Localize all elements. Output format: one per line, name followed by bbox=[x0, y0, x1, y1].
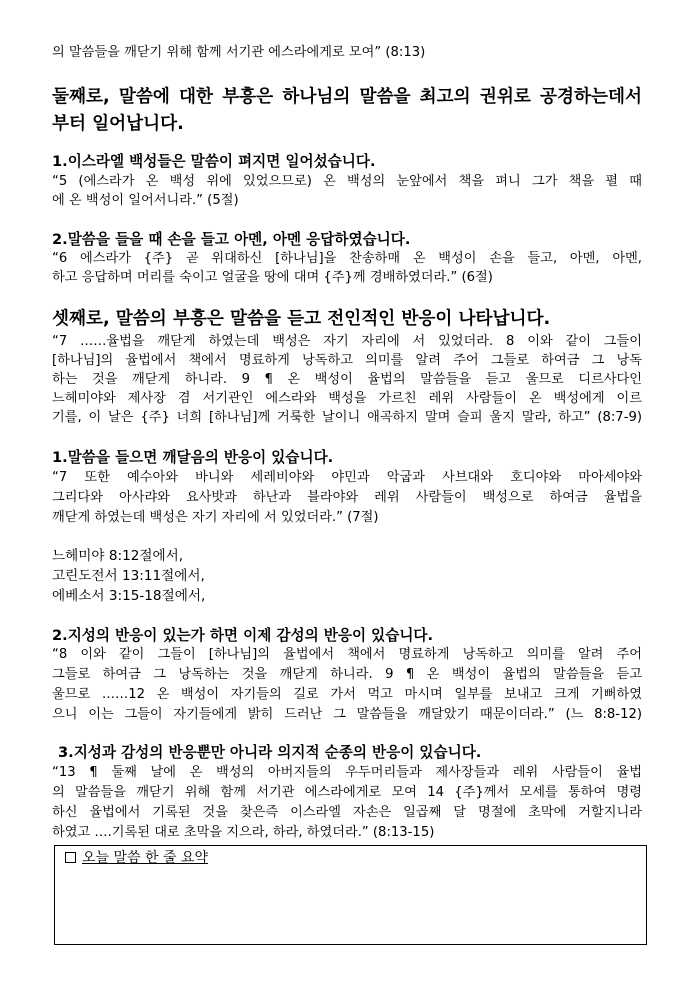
second-point-1-title: 1.이스라엘 백성들은 말씀이 펴지면 일어섰습니다. bbox=[52, 153, 376, 170]
summary-label: 오늘 말씀 한 줄 요약 bbox=[82, 850, 208, 866]
second-point-1-quote-line-2: 에 온 백성이 일어서니라.” (5절) bbox=[52, 193, 239, 208]
third-quote-line-4: 느헤미야와 제사장 겸 서기관인 에스라와 백성을 가르친 레위 사람들이 온 백성에게 이르 bbox=[52, 391, 642, 406]
reference-1: 느헤미야 8:12절에서, bbox=[52, 548, 184, 564]
third-point-2-quote-line-1: “8 이와 같이 그들이 [하나님]의 율법에서 책에서 명료하게 낭독하고 의미를 알려 주어 bbox=[52, 647, 642, 662]
summary-header bbox=[65, 849, 208, 867]
second-point-2-quote-line-2: 하고 응답하며 머리를 숙이고 얼굴을 땅에 대며 {주}께 경배하였더라.” (6절) bbox=[52, 270, 493, 285]
third-point-3-quote-line-4: 하였고 ….기록된 대로 초막을 지으라, 하라, 하였더라.” (8:13-15) bbox=[52, 825, 435, 840]
third-point-3-quote-line-3: 하신 율법에서 기록된 것을 찾은즉 이스라엘 자손은 일곱째 달 명절에 초막에 거할지니라 bbox=[52, 805, 642, 820]
third-quote-line-1: “7 ……율법을 깨닫게 하였는데 백성은 자기 자리에 서 있었더라. 8 이와 같이 그들이 bbox=[52, 334, 642, 349]
third-point-2-quote-line-3: 울므로 ……12 온 백성이 자기들의 길로 가서 먹고 마시며 일부를 보내고 크게 기뻐하였 bbox=[52, 687, 642, 702]
intro-quote: 의 말씀들을 깨닫기 위해 함께 서기관 에스라에게로 모여” (8:13) bbox=[52, 45, 426, 60]
third-point-3-quote-line-1: “13 ¶ 둘째 날에 온 백성의 아버지들의 우두머리들과 제사장들과 레위 사람들이 율법 bbox=[52, 765, 642, 780]
third-quote-line-3: 하는 것을 깨닫게 하니라. 9 ¶ 온 백성이 율법의 말씀들을 듣고 울므로 디르사다인 bbox=[52, 372, 642, 387]
third-point-2-quote-line-2: 그들로 하여금 그 낭독하는 것을 깨닫게 하니라. 9 ¶ 온 백성이 율법의 말씀들을 듣고 bbox=[52, 667, 642, 682]
third-point-2-quote-line-4: 으니 이는 그들이 자기들에게 밝히 드러난 그 말씀들을 깨달았기 때문이더라.” (느 8:8-12) bbox=[52, 707, 642, 722]
third-point-2-title: 2.지성의 반응이 있는가 하면 이제 감성의 반응이 있습니다. bbox=[52, 627, 434, 644]
checkbox-icon[interactable] bbox=[65, 852, 76, 863]
reference-2: 고린도전서 13:11절에서, bbox=[52, 568, 205, 584]
second-point-2-title: 2.말씀을 들을 때 손을 들고 아멘, 아멘 응답하였습니다. bbox=[52, 231, 411, 248]
third-point-1-title: 1.말씀을 들으면 깨달음의 반응이 있습니다. bbox=[52, 449, 334, 466]
third-quote-line-5: 기를, 이 날은 {주} 너희 [하나님]께 거룩한 날이니 애곡하지 말며 슬피 울지 말라, 하고” (8:7-9) bbox=[52, 410, 642, 425]
third-point-1-quote-line-3: 깨닫게 하였는데 백성은 자기 자리에 서 있었더라.” (7절) bbox=[52, 510, 379, 525]
second-heading-line-2: 부터 일어납니다. bbox=[52, 114, 184, 134]
third-point-1-quote-line-1: “7 또한 예수아와 바니와 세레비야와 야민과 악굽과 사브대와 호디야와 마아세야와 bbox=[52, 470, 642, 485]
third-quote-line-2: [하나님]의 율법에서 책에서 명료하게 낭독하고 의미를 알려 주어 그들로 하여금 그 낭독 bbox=[52, 353, 642, 368]
summary-box[interactable] bbox=[54, 845, 647, 945]
second-heading-line-1: 둘째로, 말씀에 대한 부흥은 하나님의 말씀을 최고의 권위로 공경하는데서 bbox=[52, 87, 642, 107]
reference-3: 에베소서 3:15-18절에서, bbox=[52, 588, 206, 604]
third-point-3-quote-line-2: 의 말씀들을 깨닫기 위해 함께 서기관 에스라에게로 모여 14 {주}께서 모세를 통하여 명령 bbox=[52, 785, 642, 800]
third-point-3-title: 3.지성과 감성의 반응뿐만 아니라 의지적 순종의 반응이 있습니다. bbox=[58, 744, 482, 761]
third-point-1-quote-line-2: 그리다와 아사랴와 요사밧과 하난과 블라야와 레위 사람들이 백성으로 하여금 율법을 bbox=[52, 490, 642, 505]
third-heading: 셋째로, 말씀의 부흥은 말씀을 듣고 전인적인 반응이 나타납니다. bbox=[52, 309, 551, 329]
second-point-2-quote-line-1: “6 에스라가 {주} 곧 위대하신 [하나님]을 찬송하매 온 백성이 손을 들고, 아멘, 아멘, bbox=[52, 251, 642, 266]
second-point-1-quote-line-1: “5 (에스라가 온 백성 위에 있었으므로) 온 백성의 눈앞에서 책을 펴니 그가 책을 펼 때 bbox=[52, 174, 642, 189]
